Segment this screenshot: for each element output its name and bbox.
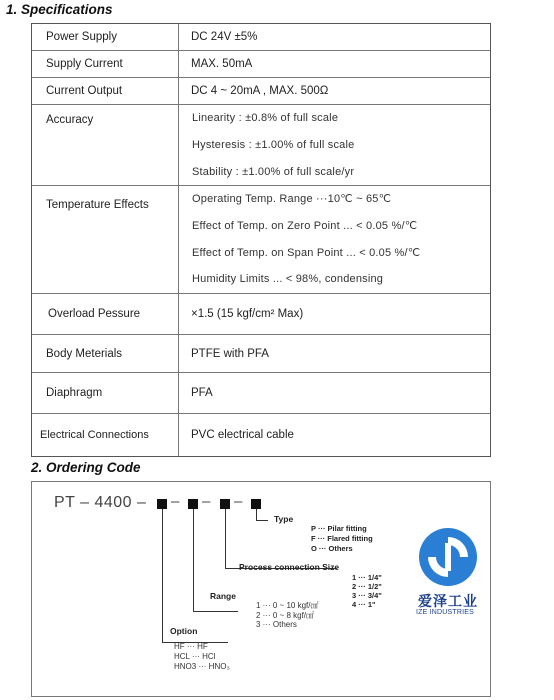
spec-row-overload-pressure: [32, 294, 490, 335]
spec-value-list: [179, 186, 490, 293]
size-option: 4 ··· 1": [352, 600, 376, 609]
spec-line: Effect of Temp. on Span Point ... < 0.05 %/℃: [192, 247, 421, 259]
spec-label: Body Meterials: [32, 335, 179, 372]
spec-label: Power Supply: [32, 24, 179, 50]
spec-value: PVC electrical cable: [191, 429, 294, 441]
specifications-table: [31, 23, 491, 457]
spec-row-diaphragm: [32, 373, 490, 414]
spec-row-temperature-effects: [32, 186, 490, 294]
connector-line: [256, 509, 257, 520]
spec-row-current-output: [32, 78, 490, 105]
size-option: 3 ··· 3/4": [352, 591, 382, 600]
spec-line: Linearity : ±0.8% of full scale: [192, 112, 339, 124]
spec-label: Diaphragm: [32, 373, 179, 413]
connector-line: [225, 509, 226, 568]
spec-line: Stability : ±1.00% of full scale/yr: [192, 166, 355, 178]
spec-row-accuracy: [32, 105, 490, 186]
spec-line: Operating Temp. Range ···10℃ ~ 65℃: [192, 193, 392, 205]
process-size-title: Process connection Size: [239, 562, 340, 572]
type-option: P ··· Pilar fitting: [311, 524, 367, 533]
spec-label: Electrical Connections: [32, 414, 179, 456]
spec-value: MAX. 50mA: [191, 58, 253, 70]
spec-label: Temperature Effects: [32, 186, 179, 293]
spec-value: PFA: [191, 387, 213, 399]
ordering-code-heading: 2. Ordering Code: [31, 460, 141, 475]
spec-value-list: [179, 105, 490, 185]
spec-label: Accuracy: [32, 105, 179, 185]
model-prefix: PT – 4400 –: [54, 494, 147, 511]
code-dash: –: [202, 493, 211, 510]
company-subtitle: IZE INDUSTRIES: [416, 609, 475, 616]
range-option: 2 ··· 0 ~ 8 kgf/㎠: [256, 611, 315, 620]
type-option: O ··· Others: [311, 544, 353, 553]
code-slot-type: [251, 499, 261, 509]
spec-value: PTFE with PFA: [191, 347, 269, 360]
range-option: 1 ··· 0 ~ 10 kgf/㎠: [256, 601, 319, 610]
code-slot-size: [220, 499, 230, 509]
connector-line: [162, 509, 163, 642]
size-option: 1 ··· 1/4": [352, 573, 382, 582]
spec-line: Humidity Limits ... < 98%, condensing: [192, 273, 384, 285]
range-title: Range: [210, 591, 236, 601]
type-title: Type: [274, 514, 294, 524]
spec-value: DC 24V ±5%: [191, 31, 258, 43]
option-title: Option: [170, 626, 198, 636]
code-slot-range: [188, 499, 198, 509]
option-item: HF ··· HF: [174, 642, 208, 651]
connector-line: [193, 611, 238, 612]
range-option: 3 ··· Others: [256, 620, 297, 629]
spec-label: Supply Current: [32, 51, 179, 77]
spec-row-power-supply: [32, 24, 490, 51]
spec-value: ×1.5 (15 kgf/cm² Max): [191, 308, 304, 320]
connector-line: [193, 509, 194, 611]
code-slot-option: [157, 499, 167, 509]
company-name: 爱泽工业: [418, 593, 478, 609]
ordering-code-diagram: [31, 481, 491, 697]
spec-value: DC 4 ~ 20mA , MAX. 500Ω: [191, 85, 329, 97]
type-option: F ··· Flared fitting: [311, 534, 373, 543]
option-item: HNO3 ··· HNO₃: [174, 662, 230, 671]
code-dash: –: [234, 493, 243, 510]
company-logo-icon: [418, 527, 478, 587]
spec-line: Hysteresis : ±1.00% of full scale: [192, 139, 355, 151]
spec-row-electrical-connections: [32, 414, 490, 456]
option-item: HCL ··· HCl: [174, 652, 216, 661]
specifications-heading: 1. Specifications: [6, 2, 113, 17]
connector-line: [256, 520, 268, 521]
spec-label: Current Output: [32, 78, 179, 104]
code-dash: –: [171, 493, 180, 510]
spec-row-body-materials: [32, 335, 490, 373]
spec-line: Effect of Temp. on Zero Point ... < 0.05 %/℃: [192, 220, 418, 232]
spec-label: Overload Pessure: [32, 294, 179, 334]
spec-row-supply-current: [32, 51, 490, 78]
size-option: 2 ··· 1/2": [352, 582, 382, 591]
